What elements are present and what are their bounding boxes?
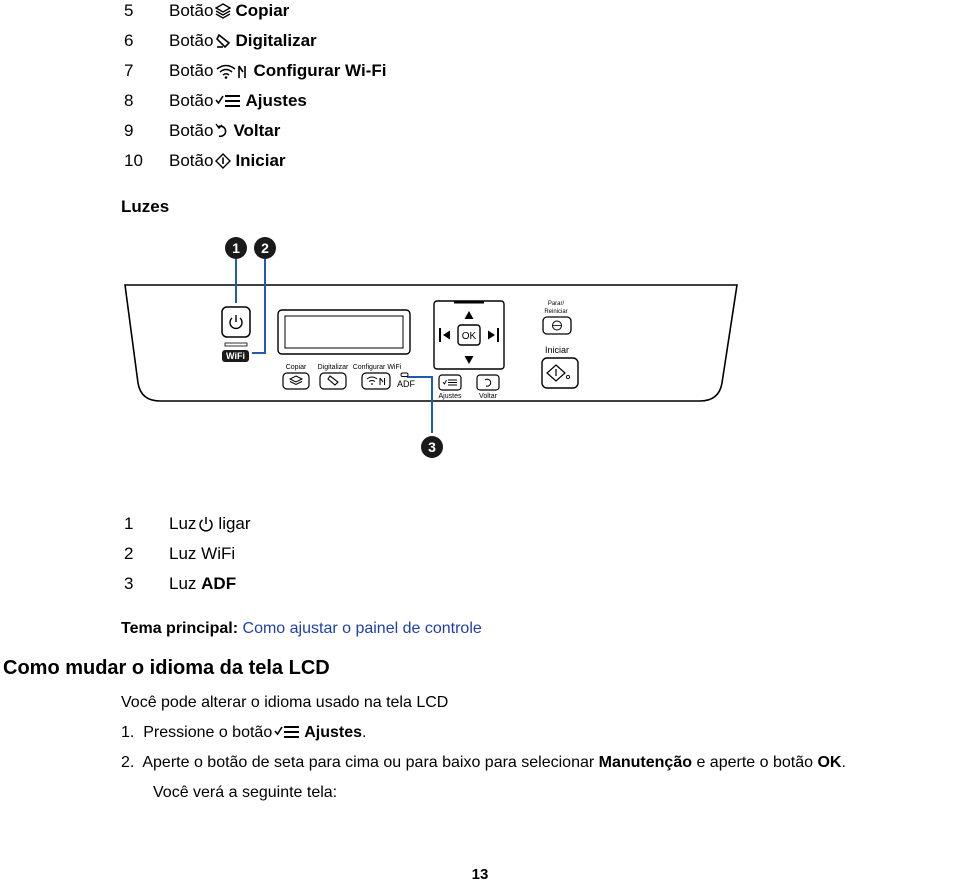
- step-number: 2.: [121, 754, 135, 771]
- item-number: 9: [124, 121, 134, 140]
- item-label: Botão: [169, 121, 214, 140]
- callout-1-label: 1: [232, 240, 240, 256]
- item-label: Botão: [169, 91, 214, 110]
- item-number: 5: [124, 1, 134, 20]
- step-text: Pressione o botão: [143, 724, 273, 741]
- light-list-item-wifi: [0, 544, 960, 564]
- control-panel-illustration: [0, 225, 960, 465]
- button-list-item-copy: [0, 1, 960, 21]
- step-text-mid: e aperte o botão: [696, 754, 813, 771]
- settings-list-icon: [274, 724, 300, 745]
- callout-3: [421, 436, 443, 458]
- button-list-item-scan: [0, 31, 960, 51]
- step-end: .: [362, 724, 367, 741]
- item-number: 7: [124, 61, 134, 80]
- item-number: 1: [124, 514, 134, 533]
- wifi-setup-button[interactable]: [362, 373, 390, 389]
- item-name: WiFi: [201, 544, 236, 563]
- item-number: 2: [124, 544, 134, 563]
- light-list-item-power: [0, 514, 960, 534]
- power-light: [225, 343, 247, 346]
- intro-text: Você pode alterar o idioma usado na tela LCD: [121, 694, 449, 711]
- callout-2-label: 2: [261, 240, 269, 256]
- item-number: 6: [124, 31, 134, 50]
- callout-3-label: 3: [428, 439, 436, 455]
- item-label: Luz: [169, 514, 197, 533]
- copy-button[interactable]: [283, 373, 309, 389]
- settings-button-label: Ajustes: [438, 393, 462, 400]
- item-name: Iniciar: [235, 151, 286, 170]
- item-label: Botão: [169, 31, 214, 50]
- step-1: [121, 724, 366, 745]
- wifi-setup-icon: [215, 63, 249, 84]
- parent-topic-label: Tema principal:: [121, 620, 239, 637]
- section-heading: Como mudar o idioma da tela LCD: [3, 657, 330, 679]
- adf-label: ADF: [397, 379, 415, 389]
- scan-button-label: Digitalizar: [317, 364, 349, 371]
- item-name: Configurar Wi-Fi: [253, 61, 387, 80]
- scan-button[interactable]: [320, 373, 346, 389]
- back-button[interactable]: [477, 375, 499, 390]
- item-label: Botão: [169, 1, 214, 20]
- back-button-label: Voltar: [479, 393, 497, 400]
- lights-heading: Luzes: [121, 197, 170, 216]
- item-name: Digitalizar: [235, 31, 317, 50]
- item-number: 3: [124, 574, 134, 593]
- ok-button-label: OK: [461, 331, 477, 342]
- button-list-item-start: [0, 151, 960, 171]
- step-emphasis-ok: OK: [817, 754, 842, 771]
- item-number: 8: [124, 91, 134, 110]
- light-list-item-adf: [0, 574, 960, 594]
- item-label: Luz: [169, 574, 197, 593]
- page-number: 13: [471, 866, 489, 883]
- step-emphasis-maintenance: Manutenção: [598, 754, 692, 771]
- callout-1: [225, 237, 247, 259]
- item-label: Botão: [169, 151, 214, 170]
- scan-icon: [215, 33, 231, 54]
- start-icon: [215, 153, 231, 174]
- callout-2: [254, 237, 276, 259]
- stop-label-line2: Reiniciar: [544, 309, 568, 315]
- step-2-follow: Você verá a seguinte tela:: [153, 784, 338, 801]
- copy-icon: [215, 3, 231, 24]
- back-icon: [215, 123, 229, 144]
- button-list-item-back: [0, 121, 960, 141]
- parent-topic: [121, 620, 482, 638]
- button-list-item-settings: [0, 91, 960, 111]
- step-emphasis: Ajustes: [304, 724, 363, 741]
- wifi-badge-label: WiFi: [226, 351, 245, 361]
- copy-button-label: Copiar: [285, 364, 307, 371]
- stop-label-line1: Parar/: [547, 301, 565, 307]
- item-name: Ajustes: [245, 91, 307, 110]
- item-label: Luz: [169, 544, 197, 563]
- item-name: Voltar: [233, 121, 281, 140]
- step-2: [121, 754, 846, 772]
- start-button-label: Iniciar: [544, 345, 570, 355]
- parent-topic-link[interactable]: Como ajustar o painel de controle: [242, 620, 482, 637]
- item-label: Botão: [169, 61, 214, 80]
- wifi-button-label: Configurar WiFi: [352, 364, 402, 371]
- step-end: .: [841, 754, 846, 771]
- item-number: 10: [124, 151, 143, 170]
- item-name: ligar: [218, 514, 251, 533]
- adf-light: [401, 373, 408, 377]
- button-list-item-wifi: [0, 61, 960, 81]
- item-name: Copiar: [235, 1, 290, 20]
- settings-list-icon: [215, 93, 241, 114]
- item-name: ADF: [201, 574, 237, 593]
- lcd-display-area: [285, 316, 403, 348]
- step-number: 1.: [121, 724, 135, 741]
- power-icon: [198, 516, 214, 537]
- step-text: Aperte o botão de seta para cima ou para baixo para selecionar: [142, 754, 595, 771]
